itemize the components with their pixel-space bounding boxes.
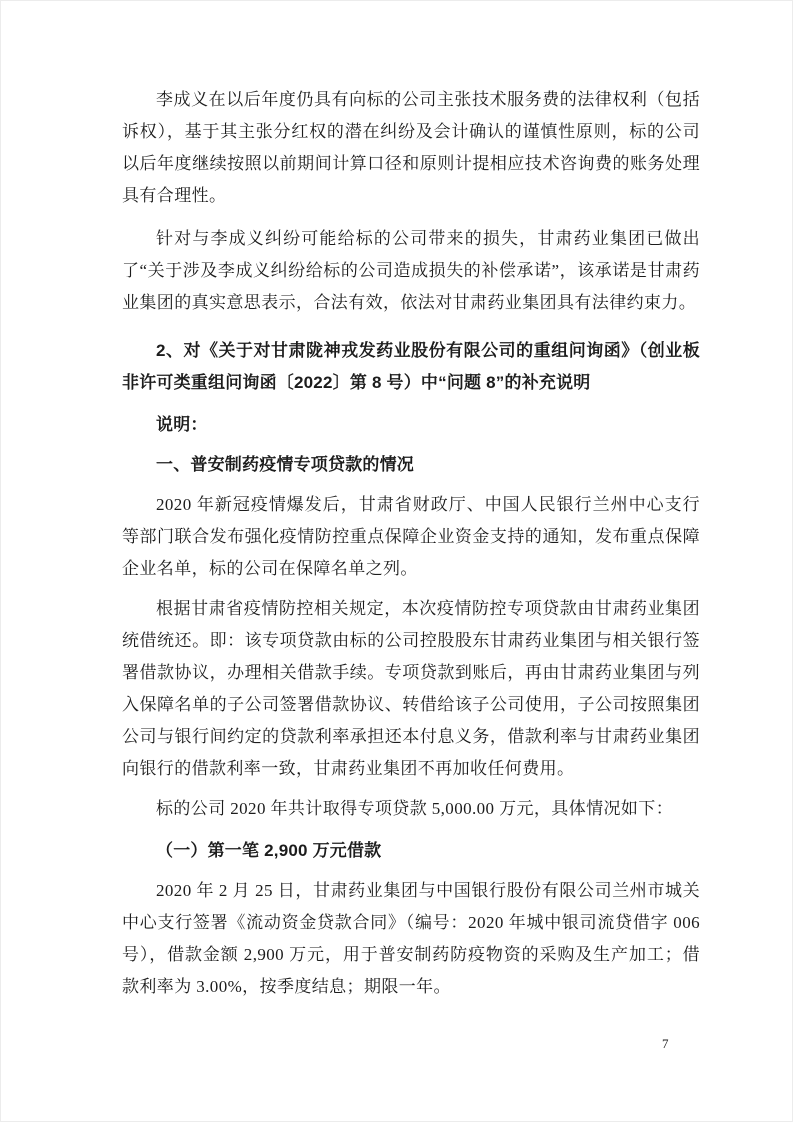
section-heading-inquiry-letter-question8: 2、对《关于对甘肃陇神戎发药业股份有限公司的重组问询函》（创业板非许可类重组问询函〔2022〕第 8 号）中“问题 8”的补充说明 — [122, 341, 700, 392]
paragraph-loan-arrangement: 根据甘肃省疫情防控相关规定，本次疫情防控专项贷款由甘肃药业集团统借统还。即：该专项贷款由标的公司控股股东甘肃药业集团与相关银行签署借款协议，办理相关借款手续。专项贷款到账后，再由甘肃药业集团与列入保障名单的子公司签署借款协议、转借给该子公司使用，子公司按照集团公司与银行间约定的贷款利率承担还本付息义务，借款利率与甘肃药业集团向银行的借款利率一致，甘肃药业集团不再加收任何费用。 — [122, 599, 700, 778]
paragraph-compensation-commitment: 针对与李成义纠纷可能给标的公司带来的损失，甘肃药业集团已做出了“关于涉及李成义纠纷给标的公司造成损失的补偿承诺”，该承诺是甘肃药业集团的真实意思表示，合法有效，依法对甘肃药业集团具有法律约束力。 — [122, 229, 700, 312]
subsection-heading-first-loan: （一）第一笔 2,900 万元借款 — [156, 841, 382, 860]
label-explanation: 说明： — [156, 415, 208, 434]
section-heading-puan-pandemic-loan: 一、普安制药疫情专项贷款的情况 — [156, 455, 414, 474]
paragraph-lichengyi-accounting-rationale: 李成义在以后年度仍具有向标的公司主张技术服务费的法律权利（包括诉权），基于其主张分红权的潜在纠纷及会计确认的谨慎性原则，标的公司以后年度继续按照以前期间计算口径和原则计提相应技术咨询费的账务处理具有合理性。 — [122, 90, 700, 205]
page-content — [122, 84, 700, 1003]
paragraph-first-loan-details: 2020 年 2 月 25 日，甘肃药业集团与中国银行股份有限公司兰州市城关中心支行签署《流动资金贷款合同》（编号：2020 年城中银司流贷借字 006 号），借款金额 2,900 万元，用于普安制药防疫物资的采购及生产加工；借款利率为 3.00%，按季度结息；期限一年。 — [122, 881, 700, 996]
page-number: 7 — [662, 1036, 669, 1051]
paragraph-loan-total: 标的公司 2020 年共计取得专项贷款 5,000.00 万元，具体情况如下： — [156, 799, 674, 818]
paragraph-pandemic-notice: 2020 年新冠疫情爆发后，甘肃省财政厅、中国人民银行兰州中心支行等部门联合发布强化疫情防控重点保障企业资金支持的通知，发布重点保障企业名单，标的公司在保障名单之列。 — [122, 495, 700, 578]
